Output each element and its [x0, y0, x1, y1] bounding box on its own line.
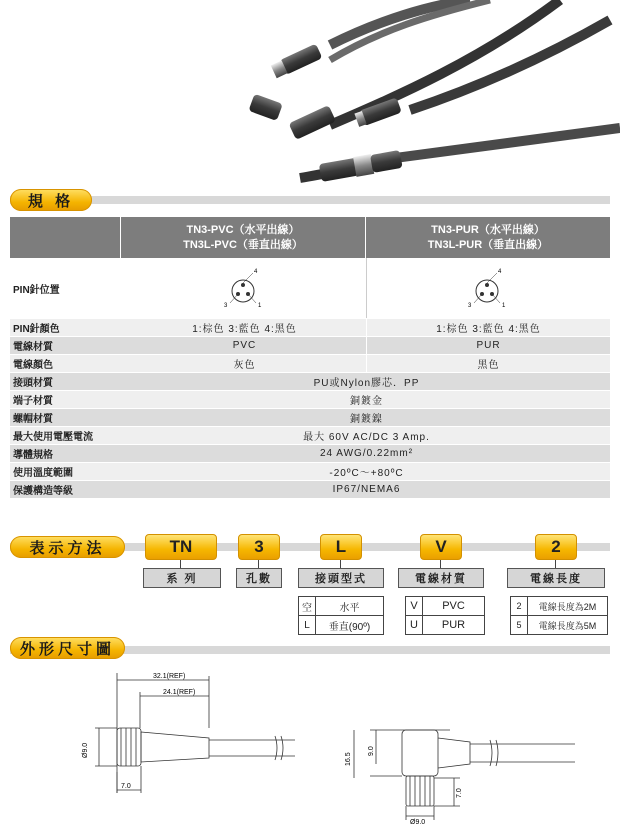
dim-angled-diameter: Ø9.0 — [410, 819, 426, 826]
connector-line — [340, 560, 341, 568]
pin-layout-icon — [464, 265, 514, 311]
pin-position-row — [10, 258, 610, 319]
angled-connector-drawing — [330, 708, 590, 826]
spec-label: 使用溫度範圍 — [10, 463, 123, 480]
spec-row-wire-material — [10, 337, 610, 355]
header-pur-line1: TN3-PUR（水平出線） — [431, 223, 545, 236]
spec-value-pvc: PVC — [123, 337, 366, 354]
wire-options — [405, 596, 485, 635]
pin-diagram-pvc — [123, 258, 366, 318]
spec-label: 最大使用電壓電流 — [10, 427, 123, 444]
pin-num-1: 1 — [257, 303, 262, 309]
spec-label: 端子材質 — [10, 391, 123, 408]
spec-row-pin-color — [10, 319, 610, 337]
pin-num-3: 3 — [223, 303, 228, 309]
code-box-length: 2 — [535, 534, 577, 560]
header-corner — [10, 217, 120, 258]
header-col-pur — [365, 217, 610, 258]
spec-label: 螺帽材質 — [10, 409, 123, 426]
dim-angled-height: 16.5 — [345, 752, 352, 766]
spec-label: 導體規格 — [10, 445, 123, 462]
spec-label: PIN針顏色 — [10, 319, 123, 336]
connector-line — [440, 560, 441, 568]
spec-value-pur: PUR — [366, 337, 610, 354]
dim-angled-diameter-v: 9.0 — [368, 746, 375, 756]
option-row — [511, 615, 607, 634]
pin-diagram-pur — [366, 258, 610, 318]
spec-row-wire-color — [10, 355, 610, 373]
pin-num-4: 4 — [497, 269, 502, 275]
spec-label: 接頭材質 — [10, 373, 123, 390]
option-key: V — [406, 597, 423, 615]
section-divider — [10, 196, 610, 204]
pin-layout-icon — [220, 265, 270, 311]
header-pur-line2: TN3L-PUR（垂直出線） — [427, 238, 549, 251]
header-pvc-line2: TN3L-PVC（垂直出線） — [183, 238, 303, 251]
option-key: 空 — [299, 597, 316, 615]
straight-connector-drawing — [75, 668, 305, 798]
spec-value: 銅鍍金 — [123, 391, 610, 408]
spec-value-pvc: 灰色 — [123, 355, 366, 372]
code-section-title: 表示方法 — [10, 536, 125, 558]
spec-value: 24 AWG/0.22mm² — [123, 445, 610, 462]
dim-angled-nut: 7.0 — [456, 788, 463, 798]
dim-diameter: Ø9.0 — [82, 742, 89, 758]
connector-line — [258, 560, 259, 568]
spec-row-max-rating — [10, 427, 610, 445]
spec-row-conductor — [10, 445, 610, 463]
pin-position-label: PIN針位置 — [10, 258, 123, 318]
option-value: PUR — [441, 619, 466, 631]
spec-table-header — [10, 217, 610, 258]
pin-num-1: 1 — [501, 303, 506, 309]
caption-wire: 電線材質 — [398, 568, 484, 588]
spec-value: IP67/NEMA6 — [123, 481, 610, 498]
caption-connector: 接頭型式 — [298, 568, 384, 588]
option-value: 電線長度為5M — [538, 620, 597, 631]
option-row — [406, 615, 484, 634]
spec-value-pvc: 1:棕色 3:藍色 4:黑色 — [123, 319, 366, 336]
dim-overall-length: 32.1(REF) — [153, 673, 186, 680]
product-photo — [0, 0, 620, 205]
spec-row-connector-material — [10, 373, 610, 391]
option-key: 2 — [511, 597, 528, 615]
caption-holes: 孔數 — [236, 568, 282, 588]
option-key: U — [406, 616, 423, 634]
spec-value: -20ºC～+80ºC — [123, 463, 610, 480]
spec-value: 銅鍍鎳 — [123, 409, 610, 426]
code-box-series: TN — [145, 534, 217, 560]
connector-line — [555, 560, 556, 568]
caption-length: 電線長度 — [507, 568, 605, 588]
spec-label: 電線顏色 — [10, 355, 123, 372]
length-options — [510, 596, 608, 635]
pin-num-4: 4 — [253, 269, 258, 275]
option-key: 5 — [511, 616, 528, 634]
code-box-wire: V — [420, 534, 462, 560]
option-row — [406, 597, 484, 615]
spec-value: 最大 60V AC/DC 3 Amp. — [123, 427, 610, 444]
option-value: PVC — [442, 600, 465, 612]
spec-row-temperature — [10, 463, 610, 481]
code-box-holes: 3 — [238, 534, 280, 560]
option-value: 水平 — [339, 602, 360, 614]
dims-section-title: 外形尺寸圖 — [10, 637, 125, 659]
connector-line — [180, 560, 181, 568]
option-row — [511, 597, 607, 615]
option-key: L — [299, 616, 316, 634]
connector-options — [298, 596, 384, 635]
header-pvc-line1: TN3-PVC（水平出線） — [186, 223, 300, 236]
spec-value-pur: 黑色 — [366, 355, 610, 372]
spec-value-pur: 1:棕色 3:藍色 4:黑色 — [366, 319, 610, 336]
option-row — [299, 615, 383, 634]
spec-label: 保護構造等級 — [10, 481, 123, 498]
spec-label: 電線材質 — [10, 337, 123, 354]
header-col-pvc — [120, 217, 365, 258]
option-value: 電線長度為2M — [538, 601, 597, 612]
spec-section-title: 規 格 — [10, 189, 92, 211]
spec-row-nut-material — [10, 409, 610, 427]
pin-num-3: 3 — [467, 303, 472, 309]
dim-nut-length: 7.0 — [121, 783, 131, 790]
option-value: 垂直(90º) — [328, 621, 371, 633]
spec-value: PU或Nylon膠芯．PP — [123, 373, 610, 390]
spec-row-protection — [10, 481, 610, 499]
spec-row-terminal-material — [10, 391, 610, 409]
caption-series: 系 列 — [143, 568, 221, 588]
spec-table — [10, 217, 610, 499]
dim-body-length: 24.1(REF) — [163, 689, 196, 696]
code-box-connector: L — [320, 534, 362, 560]
option-row — [299, 597, 383, 615]
